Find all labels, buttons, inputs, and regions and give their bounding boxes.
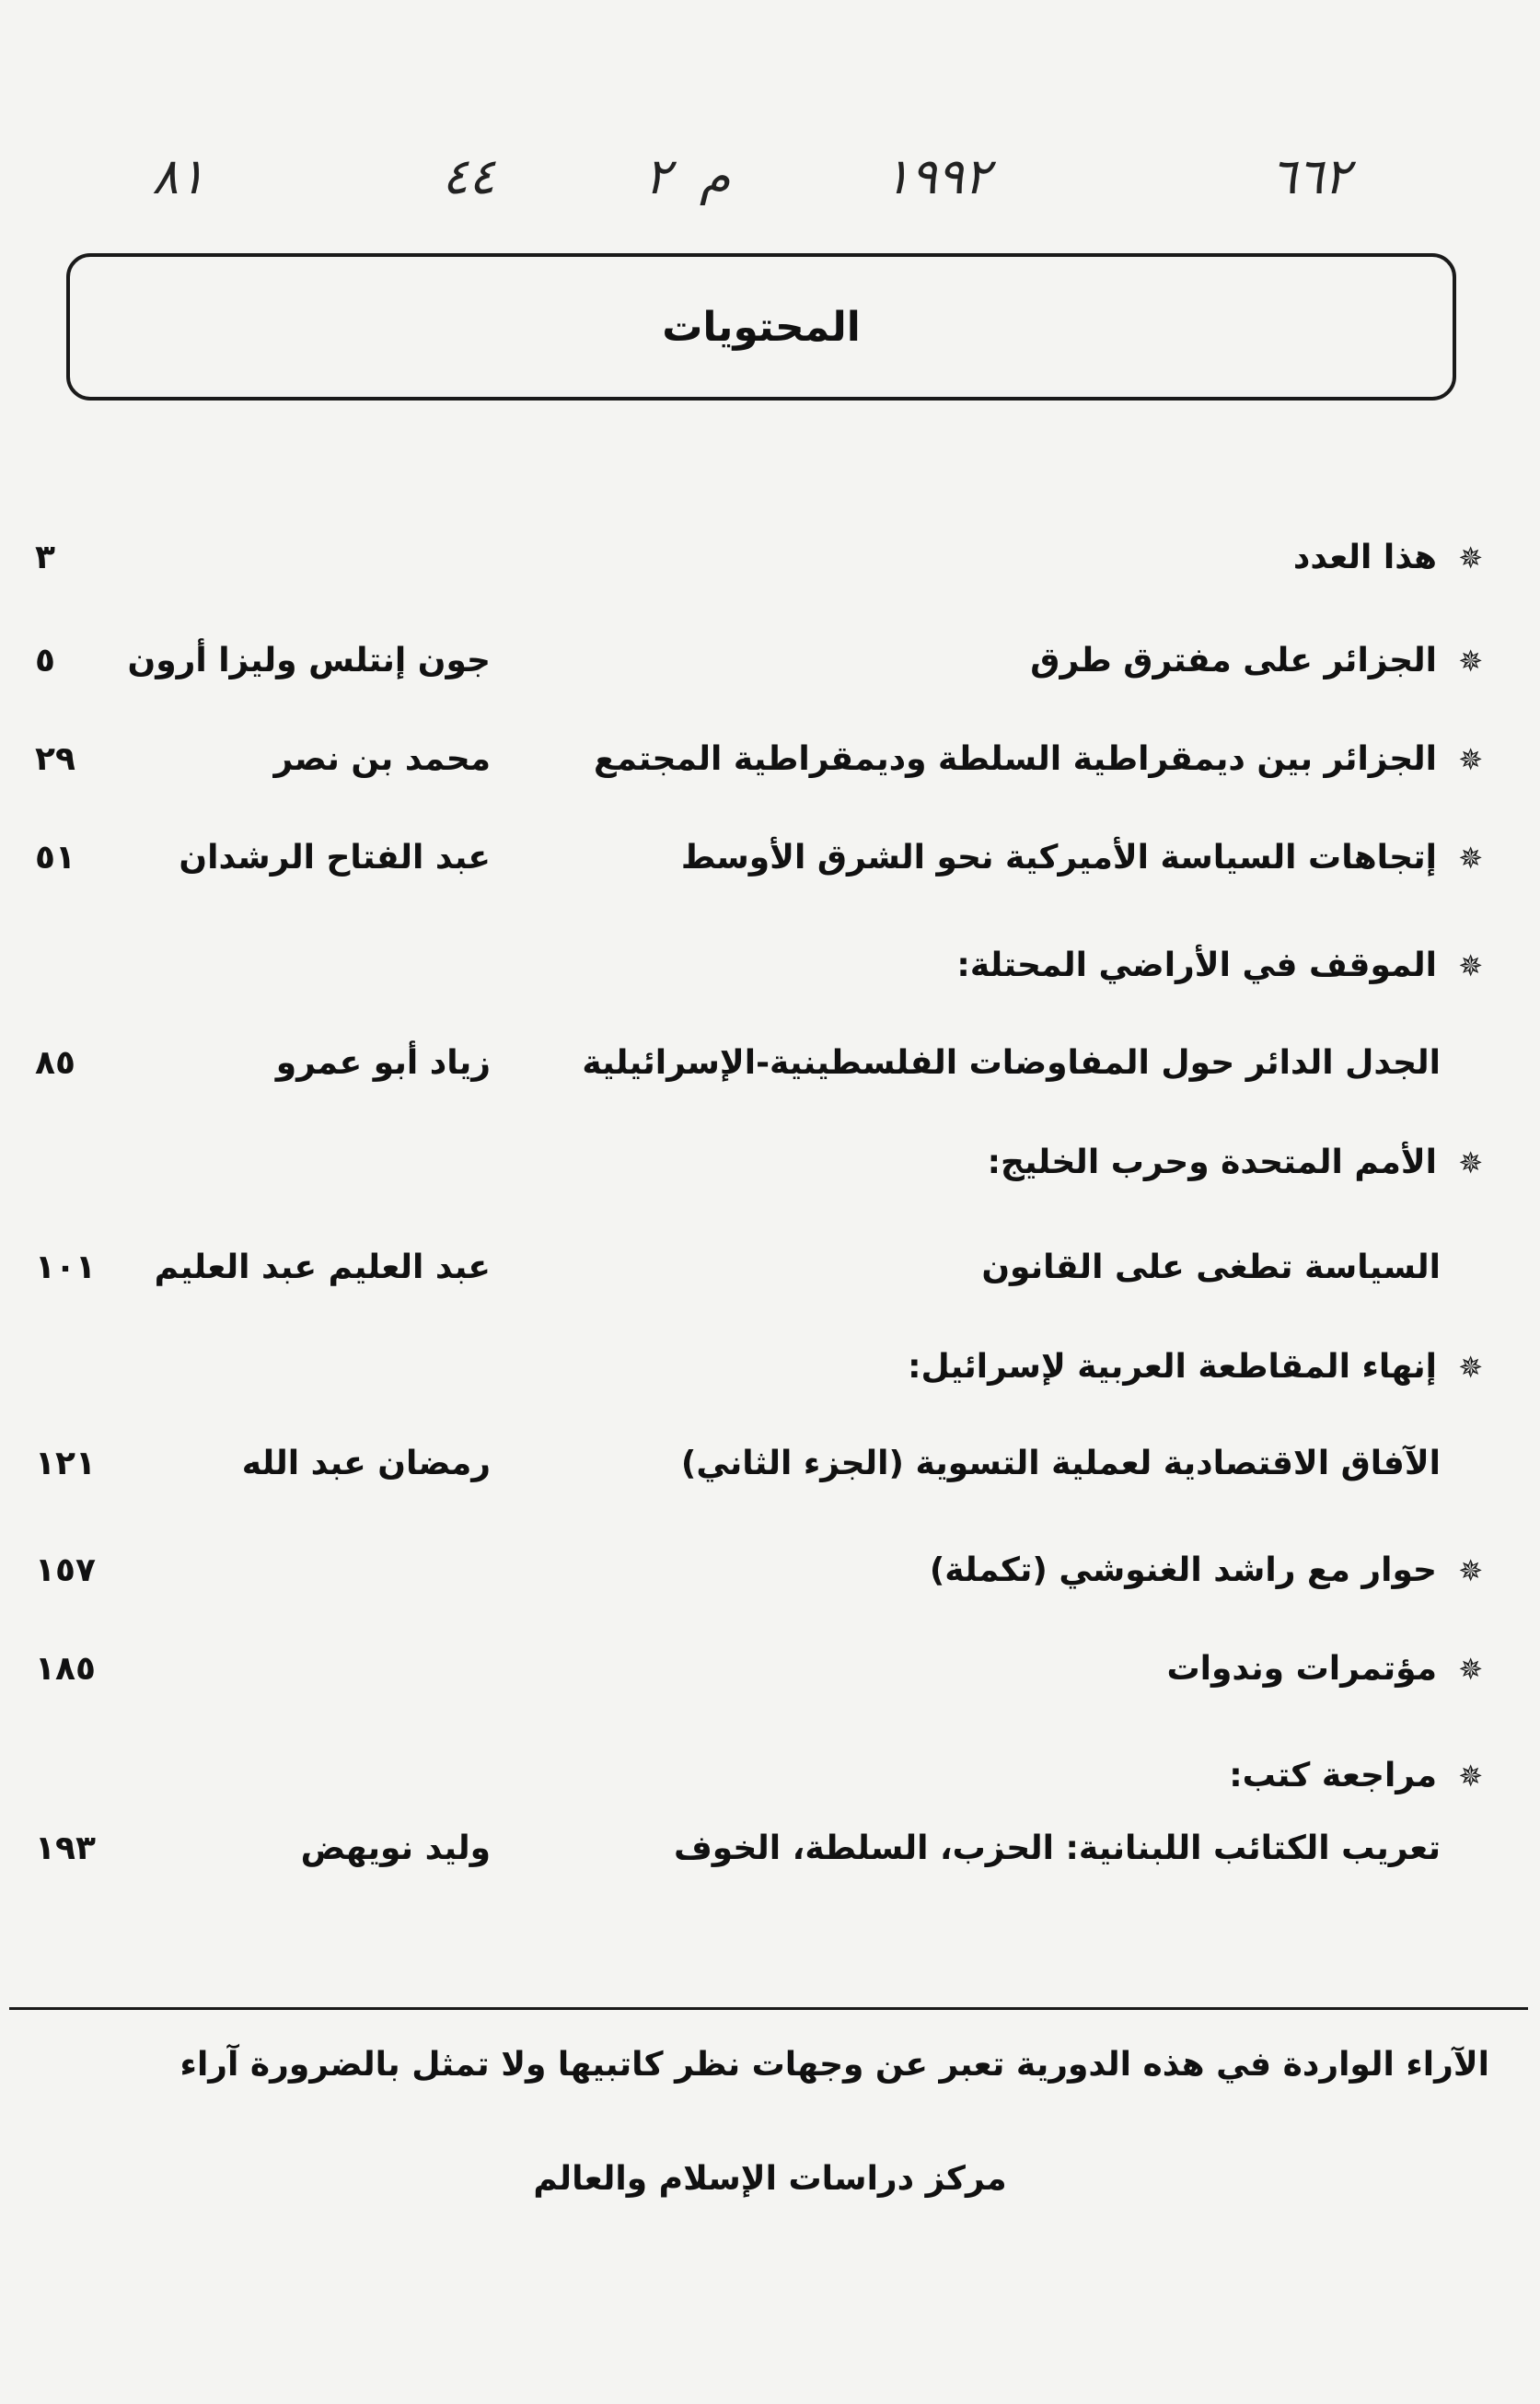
toc-page: ١٢١ (35, 1445, 96, 1482)
page-title: المحتويات (662, 303, 861, 351)
toc-author: محمد بن نصر (273, 740, 491, 778)
toc-entry (0, 635, 1540, 687)
toc-title: الآفاق الاقتصادية لعملية التسوية (الجزء الثاني) (680, 1445, 1441, 1482)
toc-entry (0, 1038, 1540, 1089)
toc-entry (0, 940, 1540, 992)
toc-title: السياسة تطغى على القانون (981, 1248, 1441, 1286)
toc-entry (0, 532, 1540, 584)
toc-author: رمضان عبد الله (241, 1445, 491, 1482)
toc-entry (0, 832, 1540, 884)
toc-title: الأمم المتحدة وحرب الخليج: (987, 1144, 1437, 1181)
toc-author: وليد نويهض (300, 1829, 491, 1867)
toc-page: ١٩٣ (35, 1829, 96, 1867)
footer-divider (9, 2007, 1528, 2010)
toc-title: الجدل الدائر حول المفاوضات الفلسطينية-الإسرائيلية (582, 1044, 1441, 1082)
bullet-icon: ✵ (1458, 540, 1483, 575)
handwritten-note: ٦٦٢ (1270, 147, 1351, 205)
bullet-icon: ✵ (1458, 1145, 1483, 1180)
bullet-icon: ✵ (1458, 948, 1483, 983)
handwritten-note: ٤٤ (442, 147, 496, 205)
bullet-icon: ✵ (1458, 1350, 1483, 1385)
toc-page: ٨٥ (35, 1044, 75, 1082)
bullet-icon: ✵ (1458, 1759, 1483, 1794)
toc-entry (0, 734, 1540, 785)
toc-title: الجزائر على مفترق طرق (1030, 642, 1437, 679)
toc-entry (0, 1750, 1540, 1802)
handwritten-note: ٨١ (152, 147, 206, 205)
toc-title: حوار مع راشد الغنوشي (تكملة) (929, 1551, 1437, 1589)
toc-page: ١٨٥ (35, 1650, 96, 1688)
toc-page: ٣ (35, 539, 55, 576)
publisher-name: مركز دراسات الإسلام والعالم (533, 2160, 1007, 2198)
toc-title: تعريب الكتائب اللبنانية: الحزب، السلطة، الخوف (673, 1829, 1441, 1867)
toc-entry (0, 1242, 1540, 1294)
handwritten-notes (0, 147, 1540, 212)
handwritten-note: ٢ (644, 147, 672, 205)
disclaimer-text: الآراء الواردة في هذه الدورية تعبر عن وجهات نظر كاتبيها ولا تمثل بالضرورة آراء (179, 2046, 1489, 2084)
toc-page: ١٥٧ (35, 1551, 96, 1589)
toc-title: الموقف في الأراضي المحتلة: (956, 947, 1437, 984)
toc-author: زياد أبو عمرو (275, 1044, 491, 1082)
toc-title: إتجاهات السياسة الأميركية نحو الشرق الأوسط (680, 839, 1437, 877)
toc-entry (0, 1823, 1540, 1875)
toc-page: ٥١ (35, 839, 75, 877)
bullet-icon: ✵ (1458, 644, 1483, 679)
toc-entry (0, 1341, 1540, 1393)
toc-entry (0, 1438, 1540, 1490)
title-box (66, 253, 1456, 401)
handwritten-note: ١٩٩٢ (884, 147, 991, 205)
toc-title: الجزائر بين ديمقراطية السلطة وديمقراطية المجتمع (594, 740, 1437, 778)
bullet-icon: ✵ (1458, 1652, 1483, 1687)
handwritten-note: م (700, 147, 731, 205)
toc-title: هذا العدد (1292, 539, 1437, 576)
toc-entry (0, 1545, 1540, 1597)
toc-entry (0, 1643, 1540, 1695)
toc-entry (0, 1137, 1540, 1189)
bullet-icon: ✵ (1458, 742, 1483, 777)
toc-page: ١٠١ (35, 1248, 96, 1286)
toc-author: عبد الفتاح الرشدان (179, 839, 491, 877)
toc-title: إنهاء المقاطعة العربية لإسرائيل: (908, 1348, 1437, 1386)
bullet-icon: ✵ (1458, 841, 1483, 876)
toc-page: ٥ (35, 642, 55, 679)
toc-title: مؤتمرات وندوات (1166, 1650, 1437, 1688)
toc-page: ٢٩ (35, 740, 75, 778)
toc-author: عبد العليم عبد العليم (154, 1248, 491, 1286)
toc-title: مراجعة كتب: (1229, 1757, 1437, 1794)
toc-author: جون إنتلس وليزا أرون (127, 642, 491, 679)
bullet-icon: ✵ (1458, 1553, 1483, 1588)
